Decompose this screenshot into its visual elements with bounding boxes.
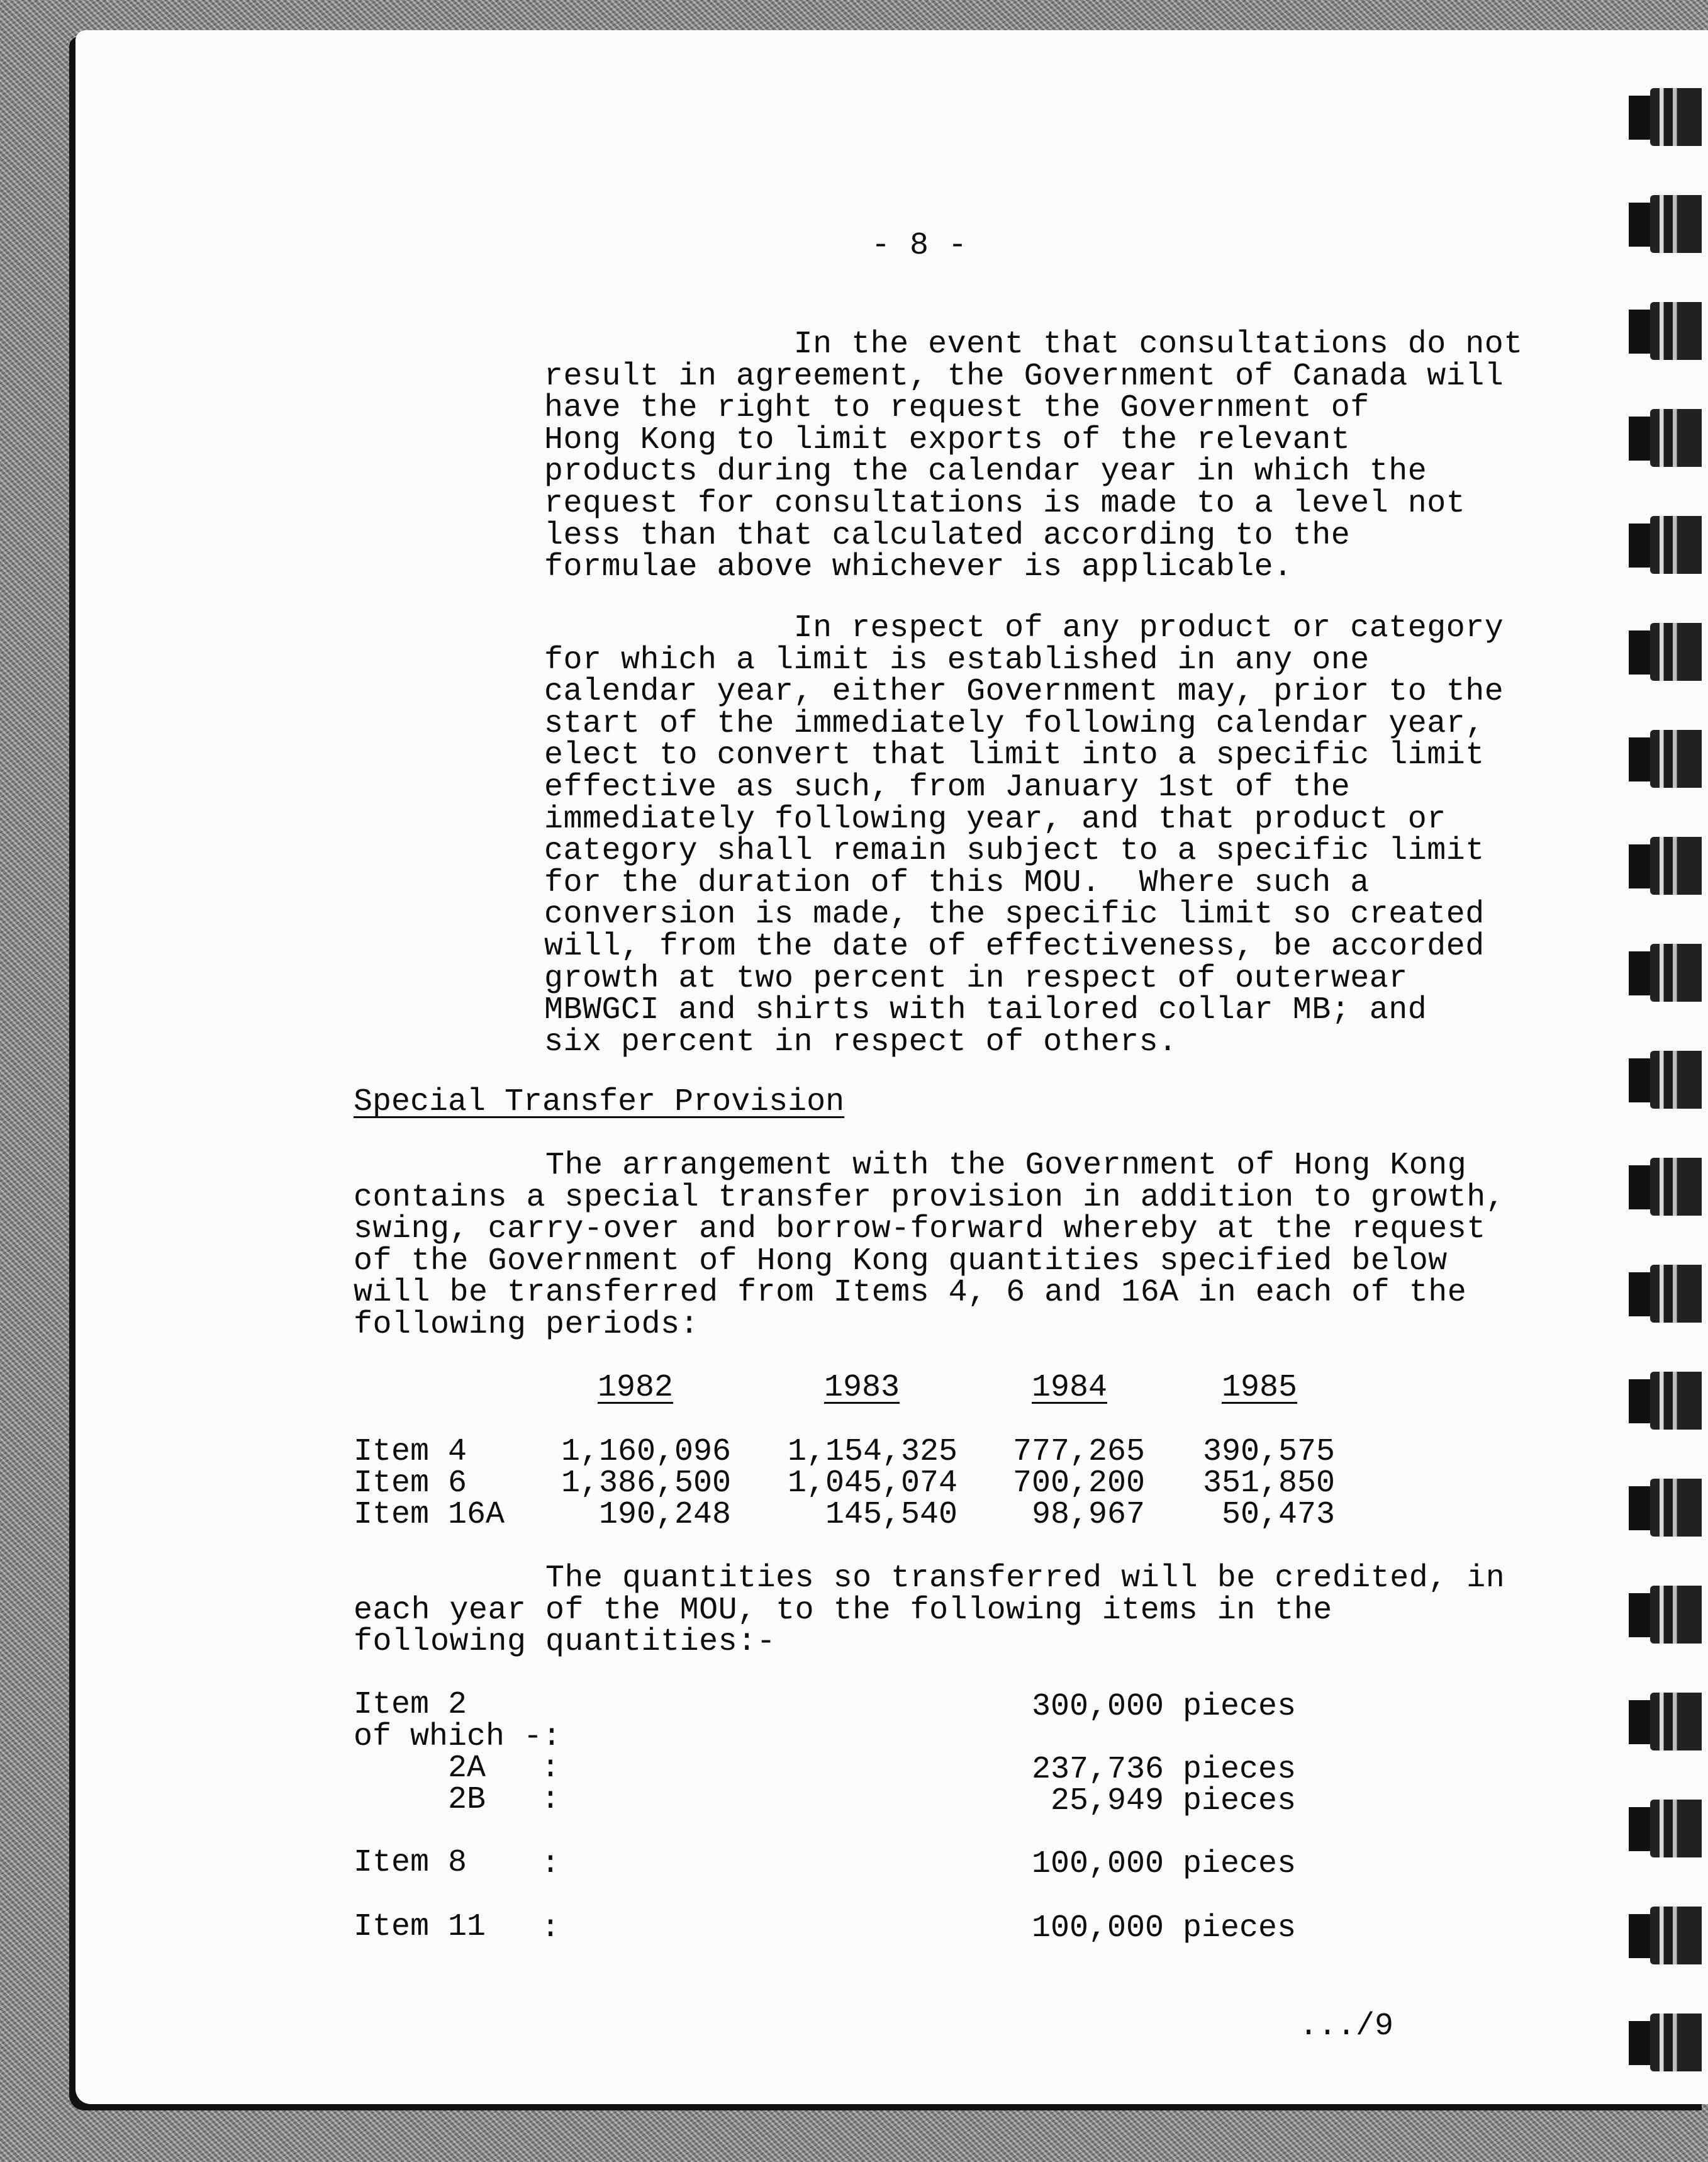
binding-ring bbox=[1626, 1372, 1702, 1430]
binding-ring bbox=[1626, 1693, 1702, 1750]
paragraph-consultations: In the event that consultations do not result in agreement, the Government of Canada will have the right to request the Government of Hong Kong to limit exports of the relevant products during the calendar year in which the request for consultations is made to a level not less than that calculated according to the formulae above whichever is applicable. bbox=[544, 327, 1523, 586]
binding-ring bbox=[1626, 88, 1702, 146]
continuation-marker: .../9 bbox=[1299, 2008, 1394, 2044]
table-cell: 1,154,325 bbox=[787, 1434, 957, 1470]
list-item-label: Item 11 bbox=[354, 1909, 486, 1945]
paragraph-limit-conversion: In respect of any product or category for which a limit is established in any one calendar year, either Government may, prior to the start of the immediately following calendar year, elect to convert that limit into a specific limit effective as such, from January 1st of the immediately following year, and that product or category shall remain subject to a specific limit for the duration of this MOU. Where such a conversion is made, the specific limit so created will, from the date of effectiveness, be accorded growth at two percent in respect of outerwear MBWGCI and shirts with tailored collar MB; and six percent in respect of others. bbox=[544, 610, 1504, 1060]
binding-ring bbox=[1626, 409, 1702, 467]
year-header: 1982 bbox=[598, 1370, 674, 1406]
binding-ring bbox=[1626, 1907, 1702, 1964]
binding-ring bbox=[1626, 2014, 1702, 2071]
list-item-label: 2A bbox=[354, 1750, 486, 1786]
binding-ring bbox=[1626, 302, 1702, 360]
binding-ring bbox=[1626, 1586, 1702, 1644]
document-page bbox=[75, 30, 1708, 2104]
year-header: 1983 bbox=[824, 1370, 900, 1406]
table-cell: 98,967 bbox=[1031, 1497, 1145, 1533]
list-item-label: of which -: bbox=[354, 1719, 562, 1755]
table-cell: 351,850 bbox=[1202, 1465, 1335, 1501]
binding-ring bbox=[1626, 1265, 1702, 1323]
table-cell: 1,045,074 bbox=[787, 1465, 957, 1501]
binding-ring bbox=[1626, 944, 1702, 1002]
binding-ring bbox=[1626, 730, 1702, 788]
year-header: 1985 bbox=[1222, 1370, 1298, 1406]
page-number: - 8 - bbox=[871, 228, 968, 264]
list-item-colon: : bbox=[541, 1846, 561, 1882]
paragraph-credit-intro: The quantities so transferred will be credited, in each year of the MOU, to the following items in the following quantities:- bbox=[354, 1560, 1505, 1661]
binding-ring bbox=[1626, 1479, 1702, 1537]
year-header: 1984 bbox=[1032, 1370, 1108, 1406]
table-cell: 1,160,096 bbox=[561, 1434, 731, 1470]
table-cell: 190,248 bbox=[598, 1497, 731, 1533]
table-row-label: Item 16A bbox=[354, 1497, 505, 1533]
list-item-value: 237,736 pieces bbox=[1032, 1752, 1297, 1788]
list-item-value: 300,000 pieces bbox=[1032, 1689, 1297, 1725]
binding-ring bbox=[1626, 623, 1702, 681]
list-item-colon: : bbox=[541, 1910, 561, 1946]
table-row-label: Item 4 bbox=[354, 1434, 467, 1470]
binding-ring bbox=[1626, 195, 1702, 253]
binding-ring bbox=[1626, 1800, 1702, 1857]
table-cell: 390,575 bbox=[1202, 1434, 1335, 1470]
list-item-colon: : bbox=[541, 1750, 561, 1786]
list-item-colon: : bbox=[541, 1782, 561, 1818]
table-cell: 50,473 bbox=[1221, 1497, 1335, 1533]
binding-ring bbox=[1626, 837, 1702, 895]
list-item-label: Item 8 bbox=[354, 1845, 467, 1881]
spiral-binding bbox=[1626, 38, 1708, 2114]
section-heading: Special Transfer Provision bbox=[354, 1084, 845, 1120]
paragraph-transfer-arrangement: The arrangement with the Government of Hong Kong contains a special transfer provision in addition to growth, swing, carry-over and borrow-forward whereby at the request of the Government of Hong Kong quantities specified below will be transferred from Items 4, 6 and 16A in each of the following periods: bbox=[354, 1148, 1505, 1343]
table-row-label: Item 6 bbox=[354, 1465, 467, 1501]
binding-ring bbox=[1626, 1051, 1702, 1109]
list-item-value: 25,949 pieces bbox=[1032, 1783, 1297, 1819]
binding-ring bbox=[1626, 1158, 1702, 1216]
list-item-label: 2B bbox=[354, 1782, 486, 1818]
table-cell: 145,540 bbox=[825, 1497, 957, 1533]
list-item-value: 100,000 pieces bbox=[1032, 1910, 1297, 1946]
table-cell: 700,200 bbox=[1012, 1465, 1145, 1501]
list-item-value: 100,000 pieces bbox=[1032, 1846, 1297, 1882]
table-cell: 777,265 bbox=[1012, 1434, 1145, 1470]
binding-ring bbox=[1626, 516, 1702, 574]
table-cell: 1,386,500 bbox=[561, 1465, 731, 1501]
list-item-label: Item 2 bbox=[354, 1687, 467, 1723]
